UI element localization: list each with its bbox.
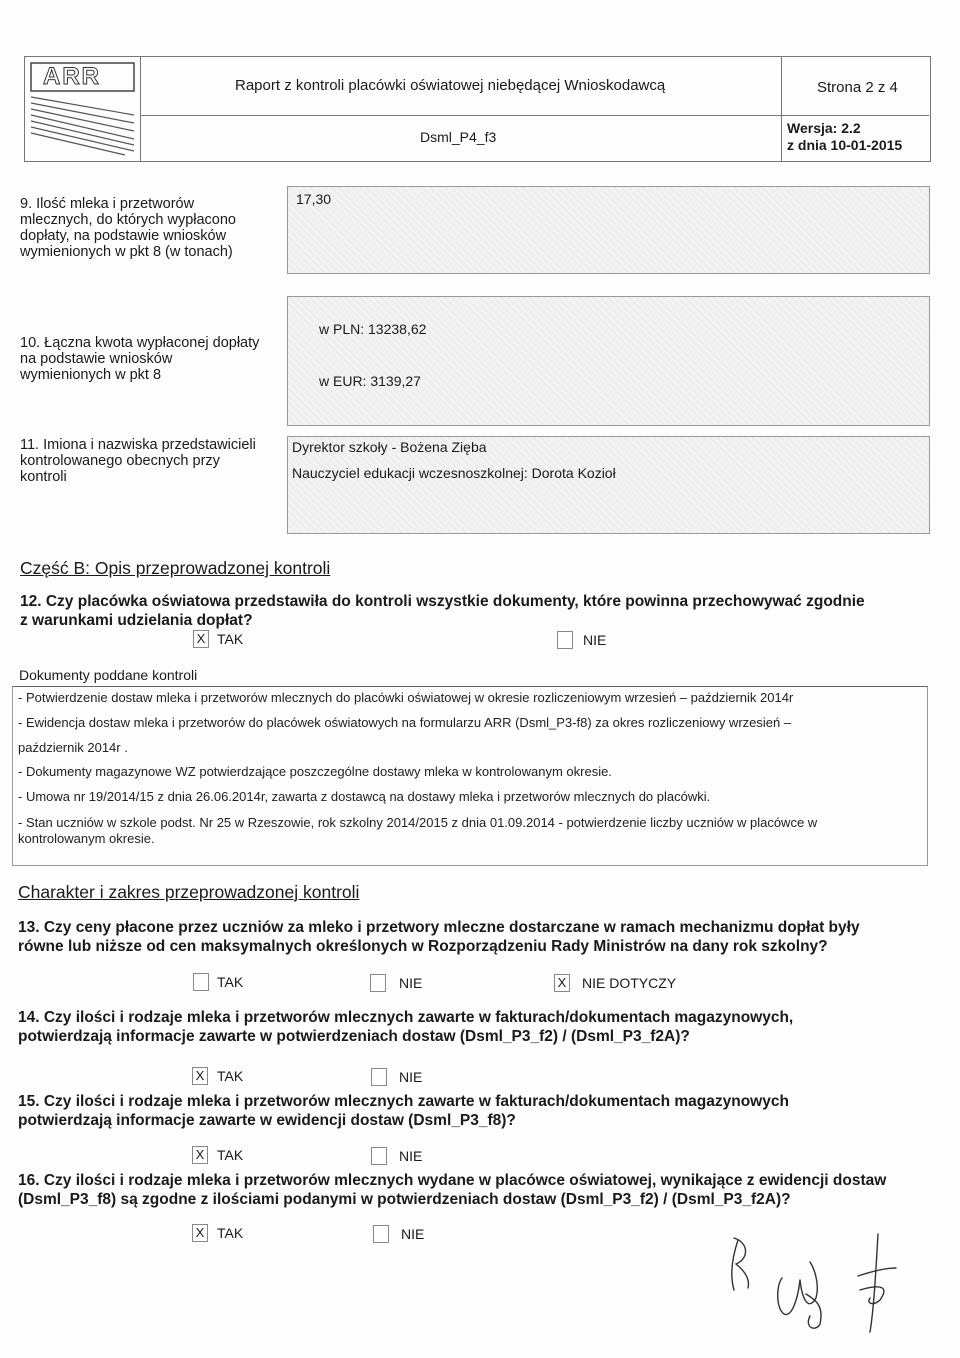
version: Wersja: 2.2	[787, 120, 861, 136]
q12-tak-label: TAK	[217, 631, 244, 647]
doc-line-7: kontrolowanym okresie.	[18, 831, 155, 846]
q11-value-field[interactable]	[287, 436, 930, 534]
q13-nie-label: NIE	[399, 975, 423, 991]
q10-eur: w EUR: 3139,27	[319, 373, 421, 389]
q14-nie-label: NIE	[399, 1069, 423, 1085]
q13-nie-checkbox[interactable]	[370, 974, 386, 992]
q15-tak-label: TAK	[217, 1147, 244, 1163]
q14-question: 14. Czy ilości i rodzaje mleka i przetworów mlecznych zawarte w fakturach/dokumentach magazynowych, potwierdzają informacje zawarte w potwierdzeniach dostaw (Dsml_P3_f2) / (Dsml_P3_f2A)?	[18, 1009, 794, 1045]
version-info	[787, 120, 902, 154]
charakter-heading: Charakter i zakres przeprowadzonej kontroli	[18, 882, 360, 902]
q12-nie-label: NIE	[583, 632, 607, 648]
q10-pln: w PLN: 13238,62	[319, 321, 427, 337]
document-header	[24, 56, 931, 162]
document-title: Raport z kontroli placówki oświatowej niebędącej Wnioskodawcą	[235, 77, 666, 94]
q16-tak-checkbox[interactable]: X	[192, 1224, 208, 1242]
doc-line-4: - Dokumenty magazynowe WZ potwierdzające poszczególne dostawy mleka w kontrolowanym okresie.	[18, 764, 612, 779]
q13-tak-checkbox[interactable]	[193, 973, 209, 991]
q11-line-2: Nauczyciel edukacji wczesnoszkolnej: Dorota Kozioł	[292, 465, 616, 481]
doc-line-6: - Stan uczniów w szkole podst. Nr 25 w Rzeszowie, rok szkolny 2014/2015 z dnia 01.09.2014 - potwierdzenie liczby uczniów w placówce w	[18, 815, 818, 830]
q12-nie-checkbox[interactable]	[557, 631, 573, 649]
q12-tak-checkbox[interactable]: X	[193, 630, 209, 648]
q9-value-field[interactable]	[287, 186, 930, 274]
q11-label: 11. Imiona i nazwiska przedstawicieli kontrolowanego obecnych przy kontroli	[20, 437, 256, 485]
q13-nie-dotyczy-checkbox[interactable]: X	[554, 974, 570, 992]
q16-nie-label: NIE	[401, 1226, 425, 1242]
q12-question: 12. Czy placówka oświatowa przedstawiła do kontroli wszystkie dokumenty, które powinna przechowywać zgodnie z warunkami udzielania dopłat?	[20, 593, 865, 629]
doc-line-1: - Potwierdzenie dostaw mleka i przetworów mlecznych do placówki oświatowej w okresie rozliczeniowym wrzesień – październik 2014r	[18, 690, 794, 705]
q15-tak-checkbox[interactable]: X	[192, 1146, 208, 1164]
q15-nie-label: NIE	[399, 1148, 423, 1164]
q16-nie-checkbox[interactable]	[373, 1225, 389, 1243]
q14-tak-label: TAK	[217, 1068, 244, 1084]
q11-line-1: Dyrektor szkoły - Bożena Zięba	[292, 439, 487, 455]
q13-nie-dotyczy-label: NIE DOTYCZY	[582, 975, 677, 991]
form-code: Dsml_P4_f3	[420, 129, 497, 145]
q10-label: 10. Łączna kwota wypłaconej dopłaty na podstawie wniosków wymienionych w pkt 8	[20, 335, 260, 383]
q16-question: 16. Czy ilości i rodzaje mleka i przetworów mlecznych wydane w placówce oświatowej, wynikające z ewidencji dostaw (Dsml_P3_f8) są zgodne z ilościami podanymi w potwierdzeniach dostaw (Dsml_P3_f2) / (Dsml_P3_f2A)?	[18, 1172, 887, 1208]
q15-question: 15. Czy ilości i rodzaje mleka i przetworów mlecznych zawarte w fakturach/dokumentach magazynowych potwierdzają informacje zawarte w ewidencji dostaw (Dsml_P3_f8)?	[18, 1093, 789, 1129]
q13-question: 13. Czy ceny płacone przez uczniów za mleko i przetwory mleczne dostarczane w ramach mechanizmu dopłat były równe lub niższe od cen maksymalnych określonych w Rozporządzeniu Rady Ministrów na dany rok szkolny?	[18, 919, 860, 955]
page-number: Strona 2 z 4	[817, 79, 898, 96]
q14-nie-checkbox[interactable]	[371, 1068, 387, 1086]
q9-value: 17,30	[296, 191, 332, 207]
doc-line-5: - Umowa nr 19/2014/15 z dnia 26.06.2014r, zawarta z dostawcą na dostawy mleka i przetworów mlecznych do placówki.	[18, 789, 711, 804]
q13-tak-label: TAK	[217, 974, 244, 990]
documents-heading: Dokumenty poddane kontroli	[19, 667, 198, 683]
version-date: z dnia 10-01-2015	[787, 137, 903, 153]
handwritten-signatures	[720, 1228, 910, 1338]
q14-tak-checkbox[interactable]: X	[192, 1067, 208, 1085]
q15-nie-checkbox[interactable]	[371, 1147, 387, 1165]
q16-tak-label: TAK	[217, 1225, 244, 1241]
arr-logo	[25, 57, 141, 161]
doc-line-3: październik 2014r .	[18, 740, 128, 755]
q9-label: 9. Ilość mleka i przetworów mlecznych, do których wypłacono dopłaty, na podstawie wniosków wymienionych w pkt 8 (w tonach)	[20, 196, 236, 260]
logo-text: ARR	[43, 63, 101, 90]
q10-value-field[interactable]	[287, 296, 930, 426]
part-b-heading: Część B: Opis przeprowadzonej kontroli	[20, 558, 331, 578]
doc-line-2: - Ewidencja dostaw mleka i przetworów do placówek oświatowych na formularzu ARR (Dsml_P3-f8) za okres rozliczeniowy wrzesień –	[18, 715, 792, 730]
